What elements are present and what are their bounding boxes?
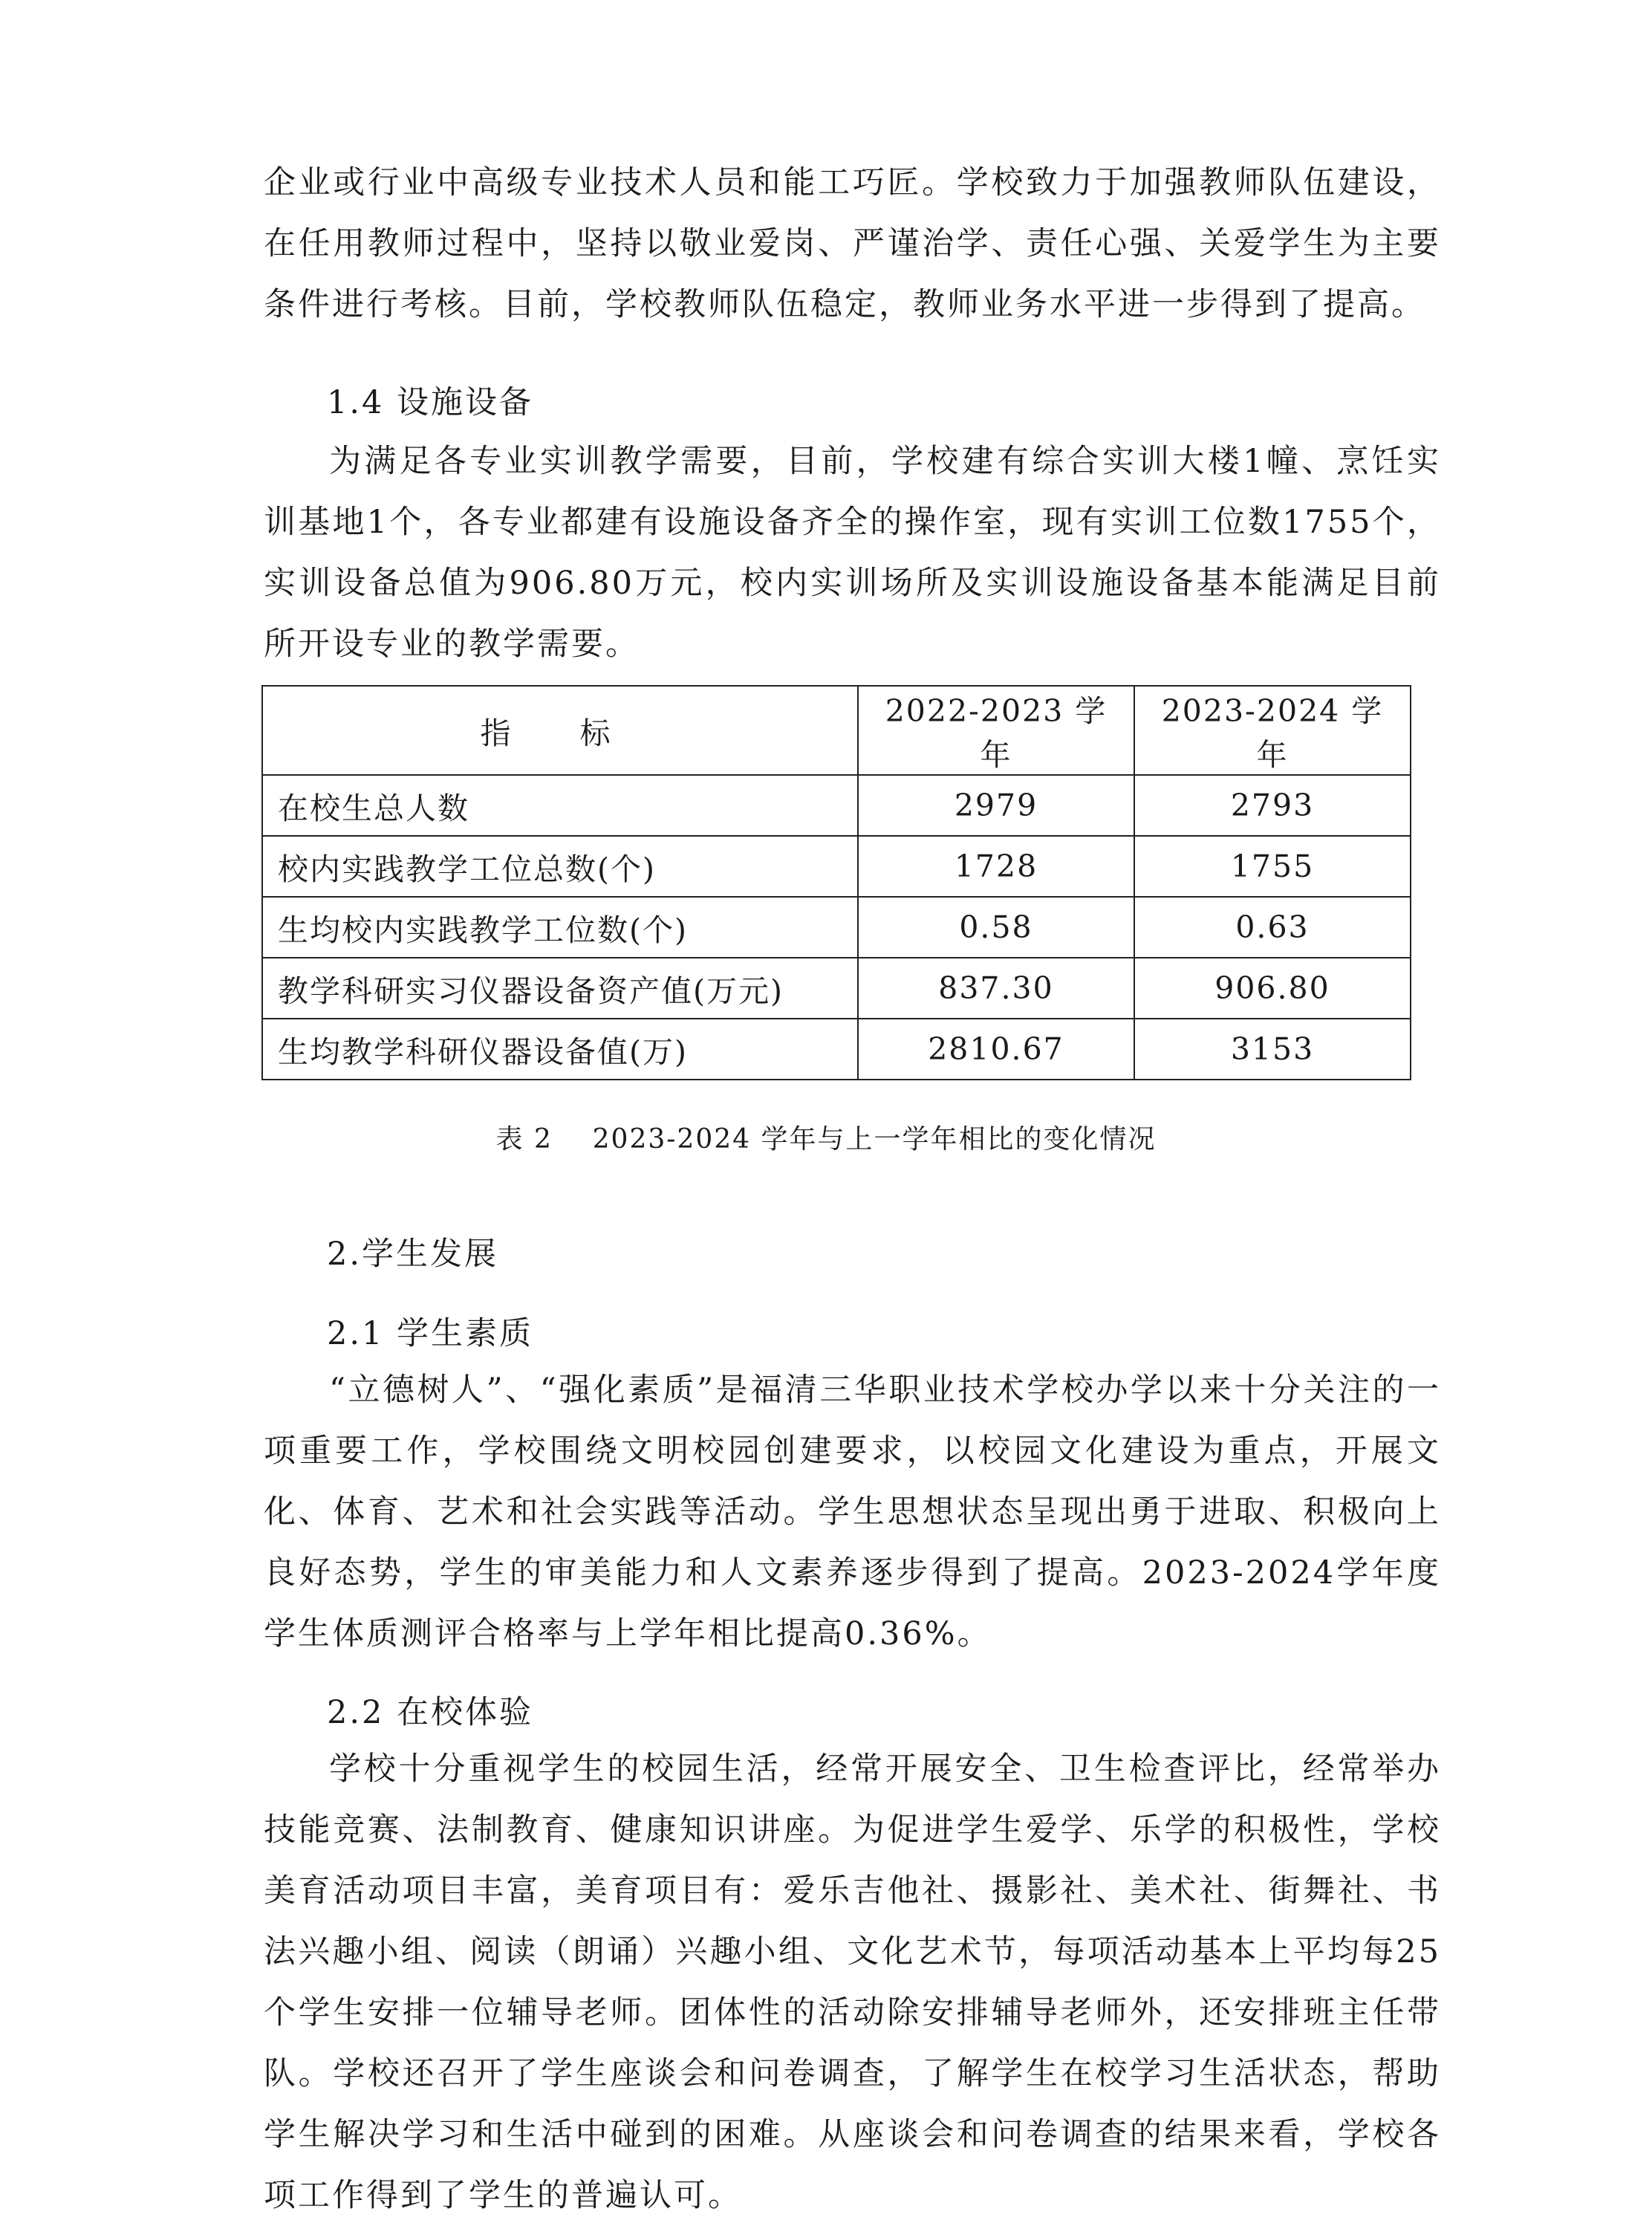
- heading-facilities: 1.4 设施设备: [327, 384, 534, 421]
- table-row: [262, 897, 1411, 958]
- experience-paragraph: 学校十分重视学生的校园生活，经常开展安全、卫生检查评比，经常举办技能竞赛、法制教育、健康知识讲座。为促进学生爱学、乐学的积极性，学校美育活动项目丰富，美育项目有：爱乐吉他社、摄影社、美术社、街舞社、书法兴趣小组、阅读（朗诵）兴趣小组、文化艺术节，每项活动基本上平均每25个学生安排一位辅导老师。团体性的活动除安排辅导老师外，还安排班主任带队。学校还召开了学生座谈会和问卷调查，了解学生在校学习生活状态，帮助学生解决学习和生活中碰到的困难。从座谈会和问卷调查的结果来看，学校各项工作得到了学生的普遍认可。: [264, 1751, 1441, 2214]
- heading-campus-experience: 2.2 在校体验: [327, 1694, 534, 1731]
- heading-student-development: 2.学生发展: [327, 1236, 499, 1273]
- table-header-cell: 指 标: [262, 686, 858, 775]
- table-row: [262, 958, 1411, 1019]
- quality-paragraph: “立德树人”、“强化素质”是福清三华职业技术学校办学以来十分关注的一项重要工作，学校围绕文明校园创建要求，以校园文化建设为重点，开展文化、体育、艺术和社会实践等活动。学生思想状态呈现出勇于进取、积极向上良好态势，学生的审美能力和人文素养逐步得到了提高。2023-2024学年度学生体质测评合格率与上学年相比提高0.36%。: [264, 1372, 1441, 1652]
- table-header-cell: 2022-2023 学年: [858, 686, 1134, 775]
- table-cell: 2810.67: [858, 1019, 1134, 1080]
- table-row: [262, 836, 1411, 897]
- table-cell: 0.58: [858, 897, 1134, 958]
- intro-paragraph: 企业或行业中高级专业技术人员和能工巧匠。学校致力于加强教师队伍建设，在任用教师过程中，坚持以敬业爱岗、严谨治学、责任心强、关爱学生为主要条件进行考核。目前，学校教师队伍稳定，教师业务水平进一步得到了提高。: [264, 164, 1441, 323]
- table-row: [262, 775, 1411, 836]
- table-row: [262, 1019, 1411, 1080]
- table-cell: 在校生总人数: [262, 775, 858, 836]
- table-cell: 906.80: [1134, 958, 1411, 1019]
- table-cell: 2979: [858, 775, 1134, 836]
- table-cell: 1728: [858, 836, 1134, 897]
- table-cell: 3153: [1134, 1019, 1411, 1080]
- table-cell: 教学科研实习仪器设备资产值(万元): [262, 958, 858, 1019]
- table-cell: 校内实践教学工位总数(个): [262, 836, 858, 897]
- table-cell: 2793: [1134, 775, 1411, 836]
- heading-student-quality: 2.1 学生素质: [327, 1315, 534, 1352]
- table-cell: 1755: [1134, 836, 1411, 897]
- table-cell: 生均教学科研仪器设备值(万): [262, 1019, 858, 1080]
- table-cell: 生均校内实践教学工位数(个): [262, 897, 858, 958]
- table-header-row: [262, 686, 1411, 775]
- table-header-cell: 2023-2024 学年: [1134, 686, 1411, 775]
- table-cell: 0.63: [1134, 897, 1411, 958]
- stats-table: [261, 685, 1411, 1080]
- table-cell: 837.30: [858, 958, 1134, 1019]
- table-caption: 表 2 2023-2024 学年与上一学年相比的变化情况: [495, 1124, 1157, 1155]
- facilities-paragraph: 为满足各专业实训教学需要，目前，学校建有综合实训大楼1幢、烹饪实训基地1个，各专业都建有设施设备齐全的操作室，现有实训工位数1755个，实训设备总值为906.80万元，校内实训场所及实训设施设备基本能满足目前所开设专业的教学需要。: [264, 443, 1441, 663]
